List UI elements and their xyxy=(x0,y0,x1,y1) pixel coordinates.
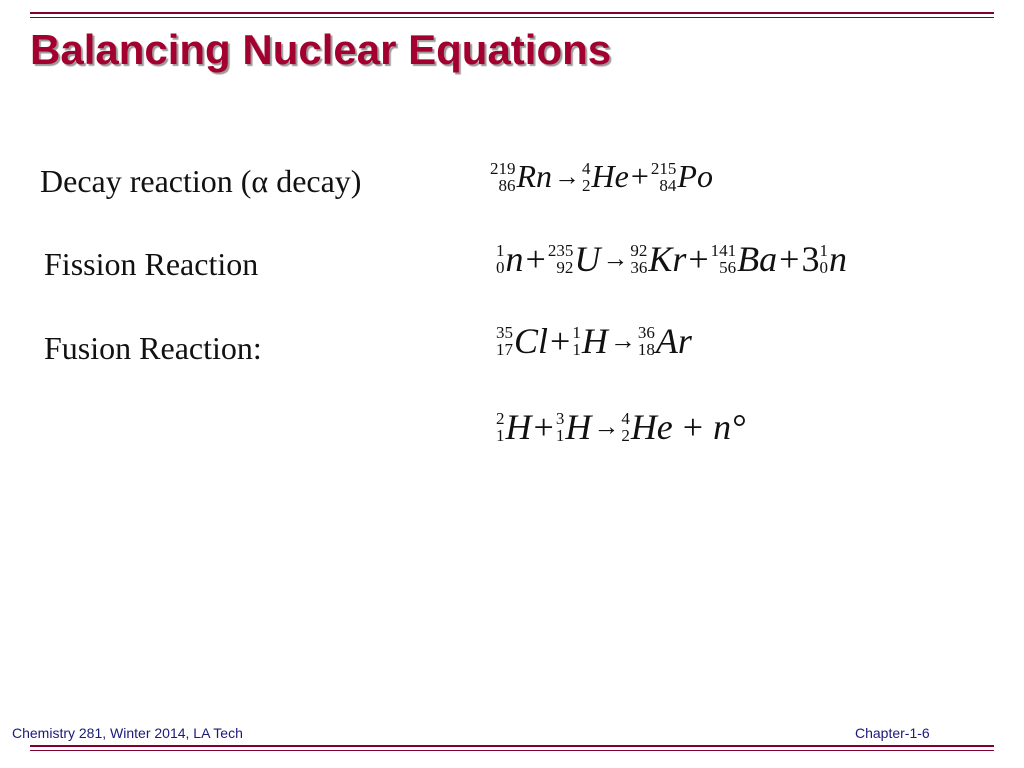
plus-symbol: + xyxy=(682,407,704,447)
equation-decay xyxy=(490,158,713,195)
nuclide: 36 18 Ar xyxy=(637,321,692,361)
plus-symbol: + xyxy=(525,239,546,279)
footer-course: Chemistry 281, Winter 2014, LA Tech xyxy=(12,725,243,741)
arrow-symbol: → xyxy=(609,326,636,355)
nuclide: 1 1 H xyxy=(572,321,608,361)
neutron-symbol: n° xyxy=(713,407,746,447)
nuclide: 2 1 H xyxy=(496,407,532,447)
nuclide: 235 92 U xyxy=(547,239,601,279)
nuclide: 4 2 He xyxy=(582,158,629,195)
reaction-label-fission: Fission Reaction xyxy=(44,246,259,282)
arrow-symbol: → xyxy=(602,244,629,273)
plus-symbol: + xyxy=(550,321,571,361)
arrow-symbol: → xyxy=(554,161,581,191)
plus-symbol: + xyxy=(688,239,709,279)
nuclide: 1 0 n xyxy=(819,239,847,279)
nuclide: 215 84 Po xyxy=(650,158,713,195)
bottom-rule-1 xyxy=(30,745,994,747)
top-rule-2 xyxy=(30,17,994,18)
coefficient: 3 xyxy=(801,239,820,279)
nuclide: 3 1 H xyxy=(555,407,592,447)
equation-hydrogen-fusion xyxy=(496,406,746,448)
slide-title: Balancing Nuclear Equations xyxy=(30,26,612,73)
nuclide: 219 86 Rn xyxy=(490,158,553,195)
nuclide: 4 2 He xyxy=(621,407,673,447)
arrow-symbol: → xyxy=(593,412,620,441)
reaction-label-fusion: Fusion Reaction: xyxy=(44,330,262,366)
bottom-rule-2 xyxy=(30,750,994,751)
top-rule-1 xyxy=(30,12,994,14)
nuclide: 92 36 Kr xyxy=(630,239,687,279)
nuclide: 141 56 Ba xyxy=(710,239,778,279)
nuclide: 1 0 n xyxy=(496,239,524,279)
footer-chapter: Chapter-1-6 xyxy=(855,725,930,741)
reaction-label-decay: Decay reaction (α decay) xyxy=(40,163,362,199)
equation-fission xyxy=(496,238,847,280)
plus-symbol: + xyxy=(630,158,649,194)
nuclide: 35 17 Cl xyxy=(496,321,549,361)
plus-symbol: + xyxy=(533,407,554,447)
plus-symbol: + xyxy=(779,239,800,279)
equation-fusion xyxy=(496,320,692,362)
